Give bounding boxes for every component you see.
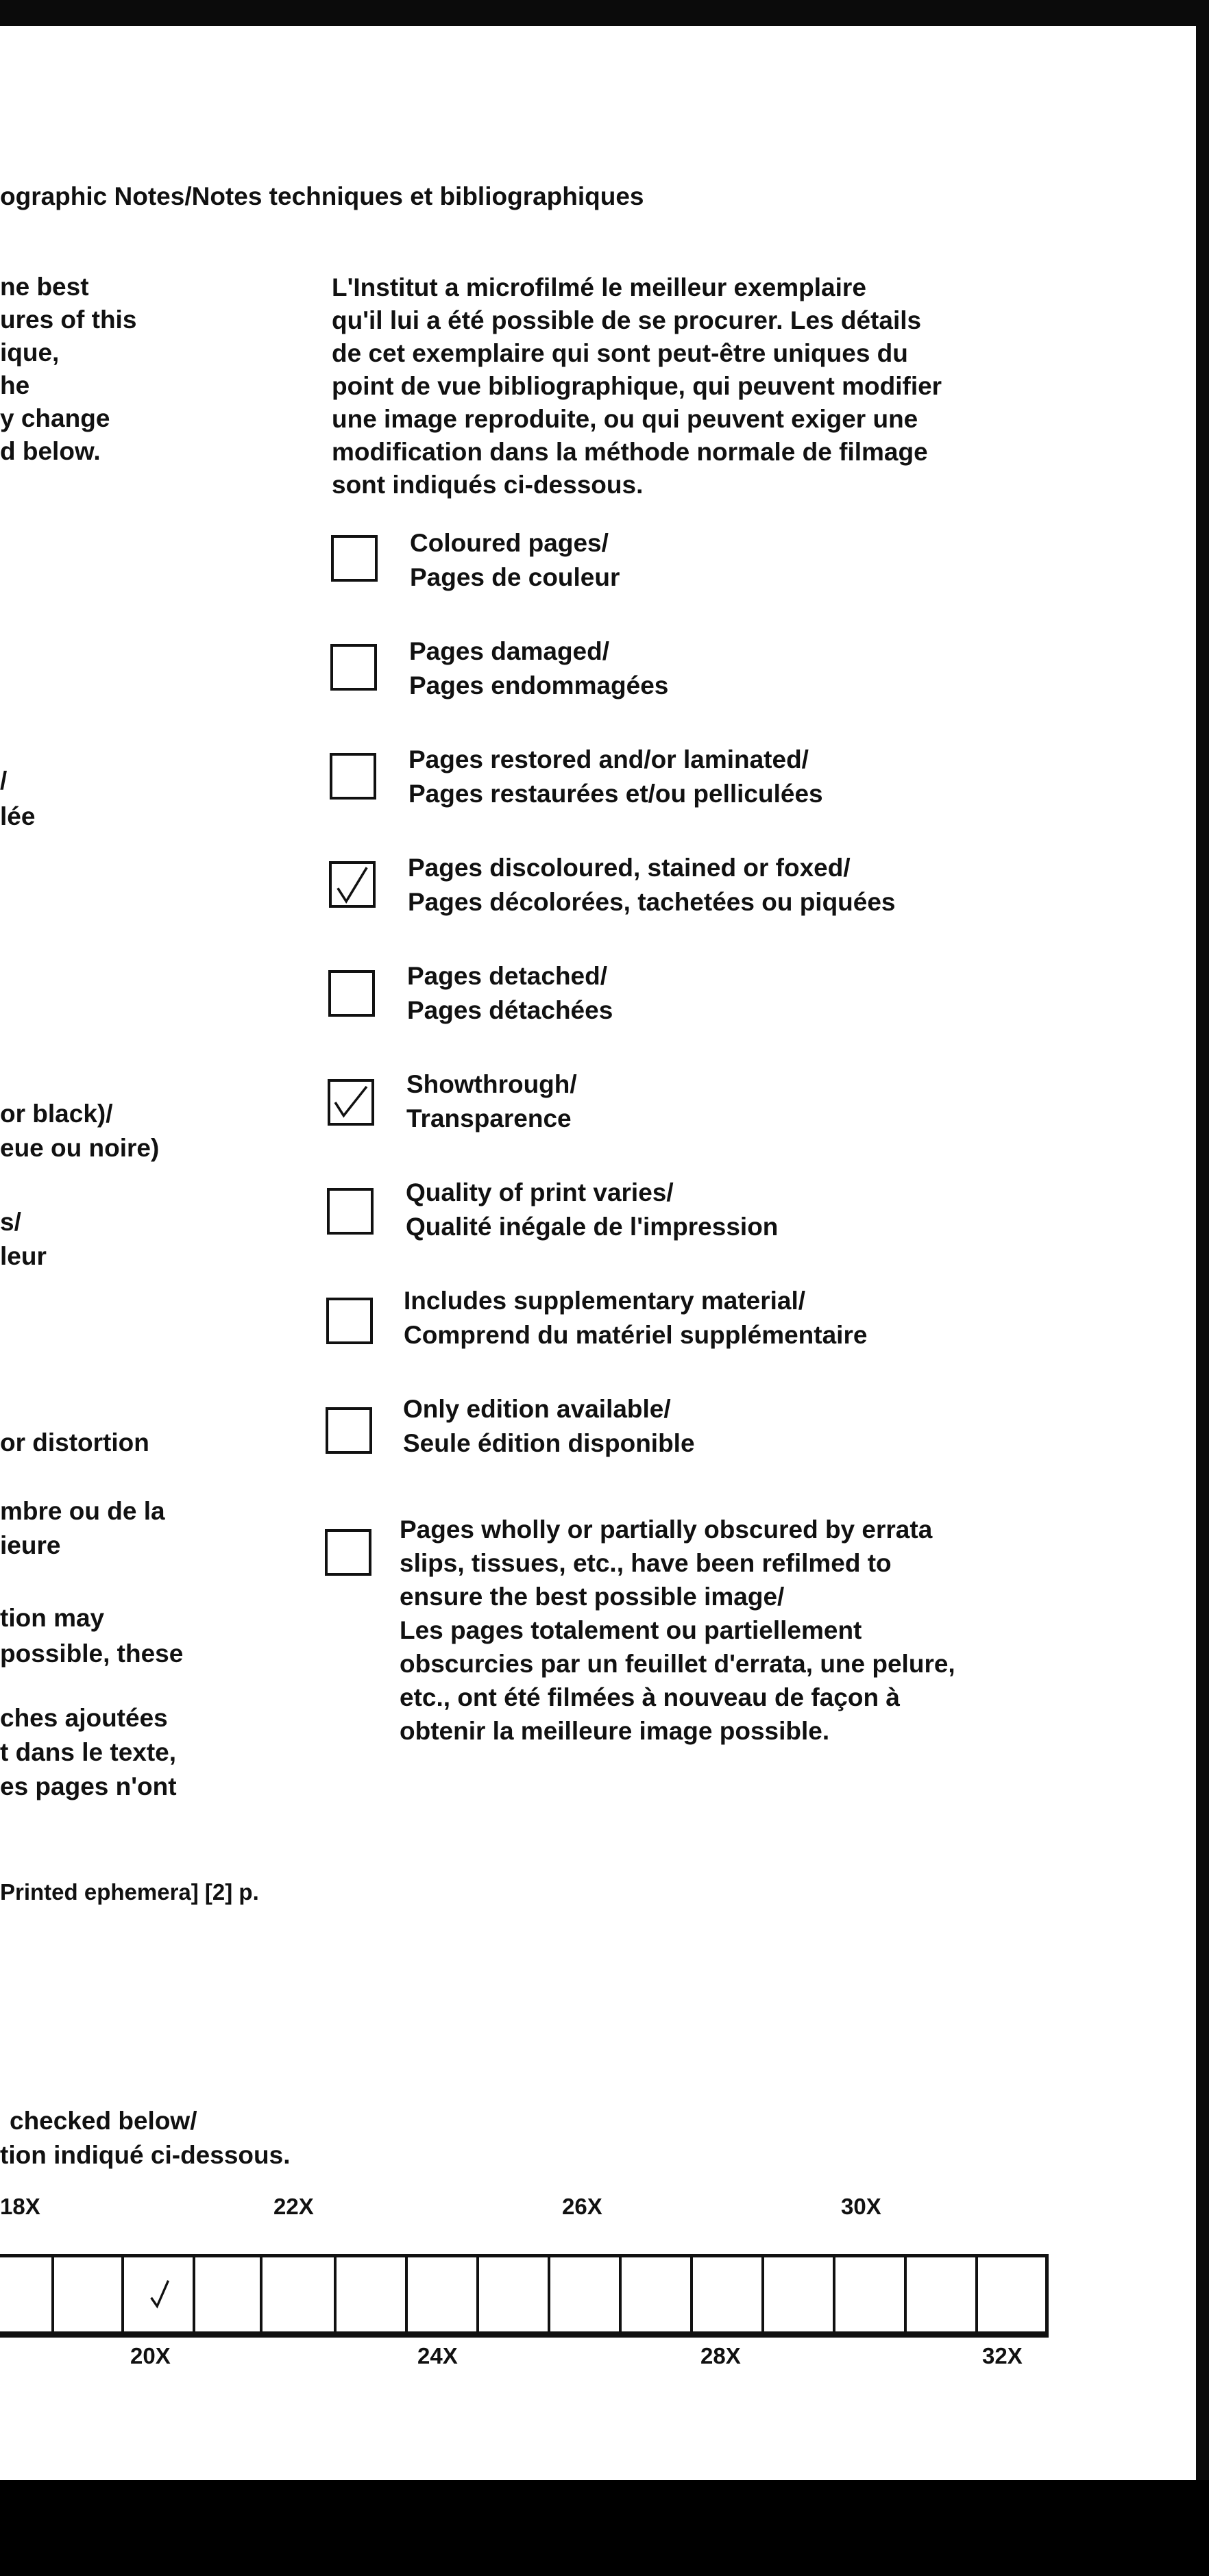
left-fragment: or distortion — [0, 1428, 149, 1457]
reduction-ratio-scale — [0, 2254, 1049, 2338]
checkbox-coloured-pages[interactable] — [331, 535, 378, 582]
left-fragment: possible, these — [0, 1639, 184, 1668]
left-fragment: Printed ephemera] [2] p. — [0, 1879, 259, 1905]
label-line: Coloured pages/ — [410, 529, 609, 557]
label-supplementary-material — [404, 1284, 867, 1352]
checkbox-quality-of-print[interactable] — [327, 1188, 374, 1235]
intro-line: qu'il lui a été possible de se procurer. Les détails — [332, 306, 922, 334]
left-fragment: es pages n'ont — [0, 1772, 177, 1800]
ratio-label-top: 30X — [841, 2194, 881, 2219]
checkbox-only-edition[interactable] — [326, 1407, 372, 1454]
label-pages-damaged — [409, 634, 668, 703]
label-line: Qualité inégale de l'impression — [406, 1213, 779, 1241]
label-line: Pages détachées — [407, 996, 613, 1024]
label-line: Quality of print varies/ — [406, 1178, 674, 1206]
label-line: Pages restaurées et/ou pelliculées — [408, 780, 823, 808]
label-pages-discoloured — [408, 851, 896, 919]
label-line: obtenir la meilleure image possible. — [400, 1717, 830, 1745]
label-pages-detached — [407, 959, 613, 1028]
left-fragment: tion may — [0, 1604, 105, 1632]
ratio-label-bottom: 20X — [130, 2343, 171, 2368]
left-fragment: leur — [0, 1242, 47, 1270]
ratio-label-top: 22X — [273, 2194, 314, 2219]
left-fragment: or black)/ — [0, 1100, 113, 1128]
label-only-edition — [403, 1392, 695, 1461]
checkbox-pages-detached[interactable] — [328, 970, 375, 1017]
left-fragment: t dans le texte, — [0, 1738, 177, 1766]
label-line: Pages décolorées, tachetées ou piquées — [408, 888, 896, 916]
ratio-label-bottom: 28X — [700, 2343, 741, 2368]
ratio-cell[interactable] — [476, 2257, 548, 2331]
ratio-cell[interactable] — [975, 2257, 1045, 2331]
page-heading: ographic Notes/Notes techniques et bibliographiques — [0, 182, 644, 210]
label-line: Seule édition disponible — [403, 1429, 695, 1457]
intro-line: L'Institut a microfilmé le meilleur exemplaire — [332, 273, 866, 301]
left-fragment: ures of this — [0, 306, 137, 334]
label-line: etc., ont été filmées à nouveau de façon à — [400, 1683, 900, 1711]
label-showthrough — [406, 1067, 577, 1136]
ratio-cell[interactable] — [334, 2257, 405, 2331]
reduction-line-2: tion indiqué ci-dessous. — [0, 2141, 291, 2169]
ratio-label-top: 18X — [0, 2194, 40, 2219]
left-fragment: ieure — [0, 1531, 61, 1559]
label-line: Les pages totalement ou partiellement — [400, 1616, 862, 1644]
label-line: Pages detached/ — [407, 962, 608, 990]
checkbox-pages-obscured[interactable] — [325, 1529, 371, 1576]
film-edge-right — [1196, 0, 1209, 2576]
left-fragment: y change — [0, 404, 110, 432]
ratio-cell[interactable] — [619, 2257, 690, 2331]
ratio-cell[interactable] — [761, 2257, 833, 2331]
intro-line: point de vue bibliographique, qui peuvent modifier — [332, 372, 942, 400]
ratio-cell[interactable] — [193, 2257, 260, 2331]
ratio-cell[interactable] — [833, 2257, 904, 2331]
left-fragment: d below. — [0, 437, 101, 465]
label-pages-obscured — [400, 1513, 955, 1748]
intro-line: modification dans la méthode normale de filmage — [332, 438, 928, 466]
label-line: Pages restored and/or laminated/ — [408, 745, 809, 773]
left-fragment: ches ajoutées — [0, 1704, 168, 1732]
label-line: obscurcies par un feuillet d'errata, une pelure, — [400, 1650, 955, 1678]
label-line: Pages wholly or partially obscured by errata — [400, 1515, 933, 1544]
left-fragment: lée — [0, 802, 36, 830]
film-edge-bottom — [0, 2480, 1209, 2576]
ratio-cell[interactable] — [260, 2257, 334, 2331]
ratio-label-bottom: 32X — [982, 2343, 1023, 2368]
checkmark-icon — [145, 2272, 178, 2315]
intro-line: une image reproduite, ou qui peuvent exiger une — [332, 405, 918, 433]
checkmark-icon — [330, 1082, 371, 1123]
ratio-cell[interactable] — [690, 2257, 761, 2331]
ratio-cell[interactable] — [51, 2257, 121, 2331]
label-line: Pages de couleur — [410, 563, 620, 591]
label-line: Includes supplementary material/ — [404, 1287, 806, 1315]
left-fragment: he — [0, 371, 30, 399]
left-fragment: s/ — [0, 1208, 21, 1236]
checkmark-icon — [332, 864, 373, 905]
left-fragment: eue ou noire) — [0, 1134, 160, 1162]
reduction-line-1: checked below/ — [10, 2107, 197, 2135]
label-line: Comprend du matériel supplémentaire — [404, 1321, 868, 1349]
checkbox-showthrough[interactable] — [328, 1079, 374, 1126]
ratio-label-bottom: 24X — [417, 2343, 458, 2368]
ratio-cell[interactable] — [548, 2257, 619, 2331]
label-line: Showthrough/ — [406, 1070, 577, 1098]
label-line: Transparence — [406, 1104, 572, 1132]
label-line: slips, tissues, etc., have been refilmed to — [400, 1549, 892, 1577]
label-coloured-pages — [410, 526, 620, 595]
left-fragment: mbre ou de la — [0, 1497, 165, 1525]
label-line: Pages endommagées — [409, 671, 669, 699]
ratio-cell[interactable] — [405, 2257, 476, 2331]
left-fragment: ique, — [0, 338, 60, 367]
scanned-page — [0, 26, 1196, 2480]
label-quality-of-print — [406, 1176, 778, 1244]
label-line: Pages damaged/ — [409, 637, 610, 665]
label-line: Pages discoloured, stained or foxed/ — [408, 854, 851, 882]
intro-line: sont indiqués ci-dessous. — [332, 471, 644, 499]
ratio-cell[interactable] — [121, 2257, 193, 2331]
ratio-label-top: 26X — [562, 2194, 602, 2219]
left-fragment: ne best — [0, 273, 89, 301]
checkbox-pages-restored[interactable] — [330, 753, 376, 800]
checkbox-pages-discoloured[interactable] — [329, 861, 376, 908]
ratio-cell[interactable] — [904, 2257, 975, 2331]
checkbox-pages-damaged[interactable] — [330, 644, 377, 691]
label-line: ensure the best possible image/ — [400, 1583, 785, 1611]
label-pages-restored — [408, 743, 823, 811]
label-line: Only edition available/ — [403, 1395, 671, 1423]
checkbox-supplementary-material[interactable] — [326, 1298, 373, 1344]
intro-line: de cet exemplaire qui sont peut-être uniques du — [332, 339, 908, 367]
left-fragment: / — [0, 767, 8, 795]
